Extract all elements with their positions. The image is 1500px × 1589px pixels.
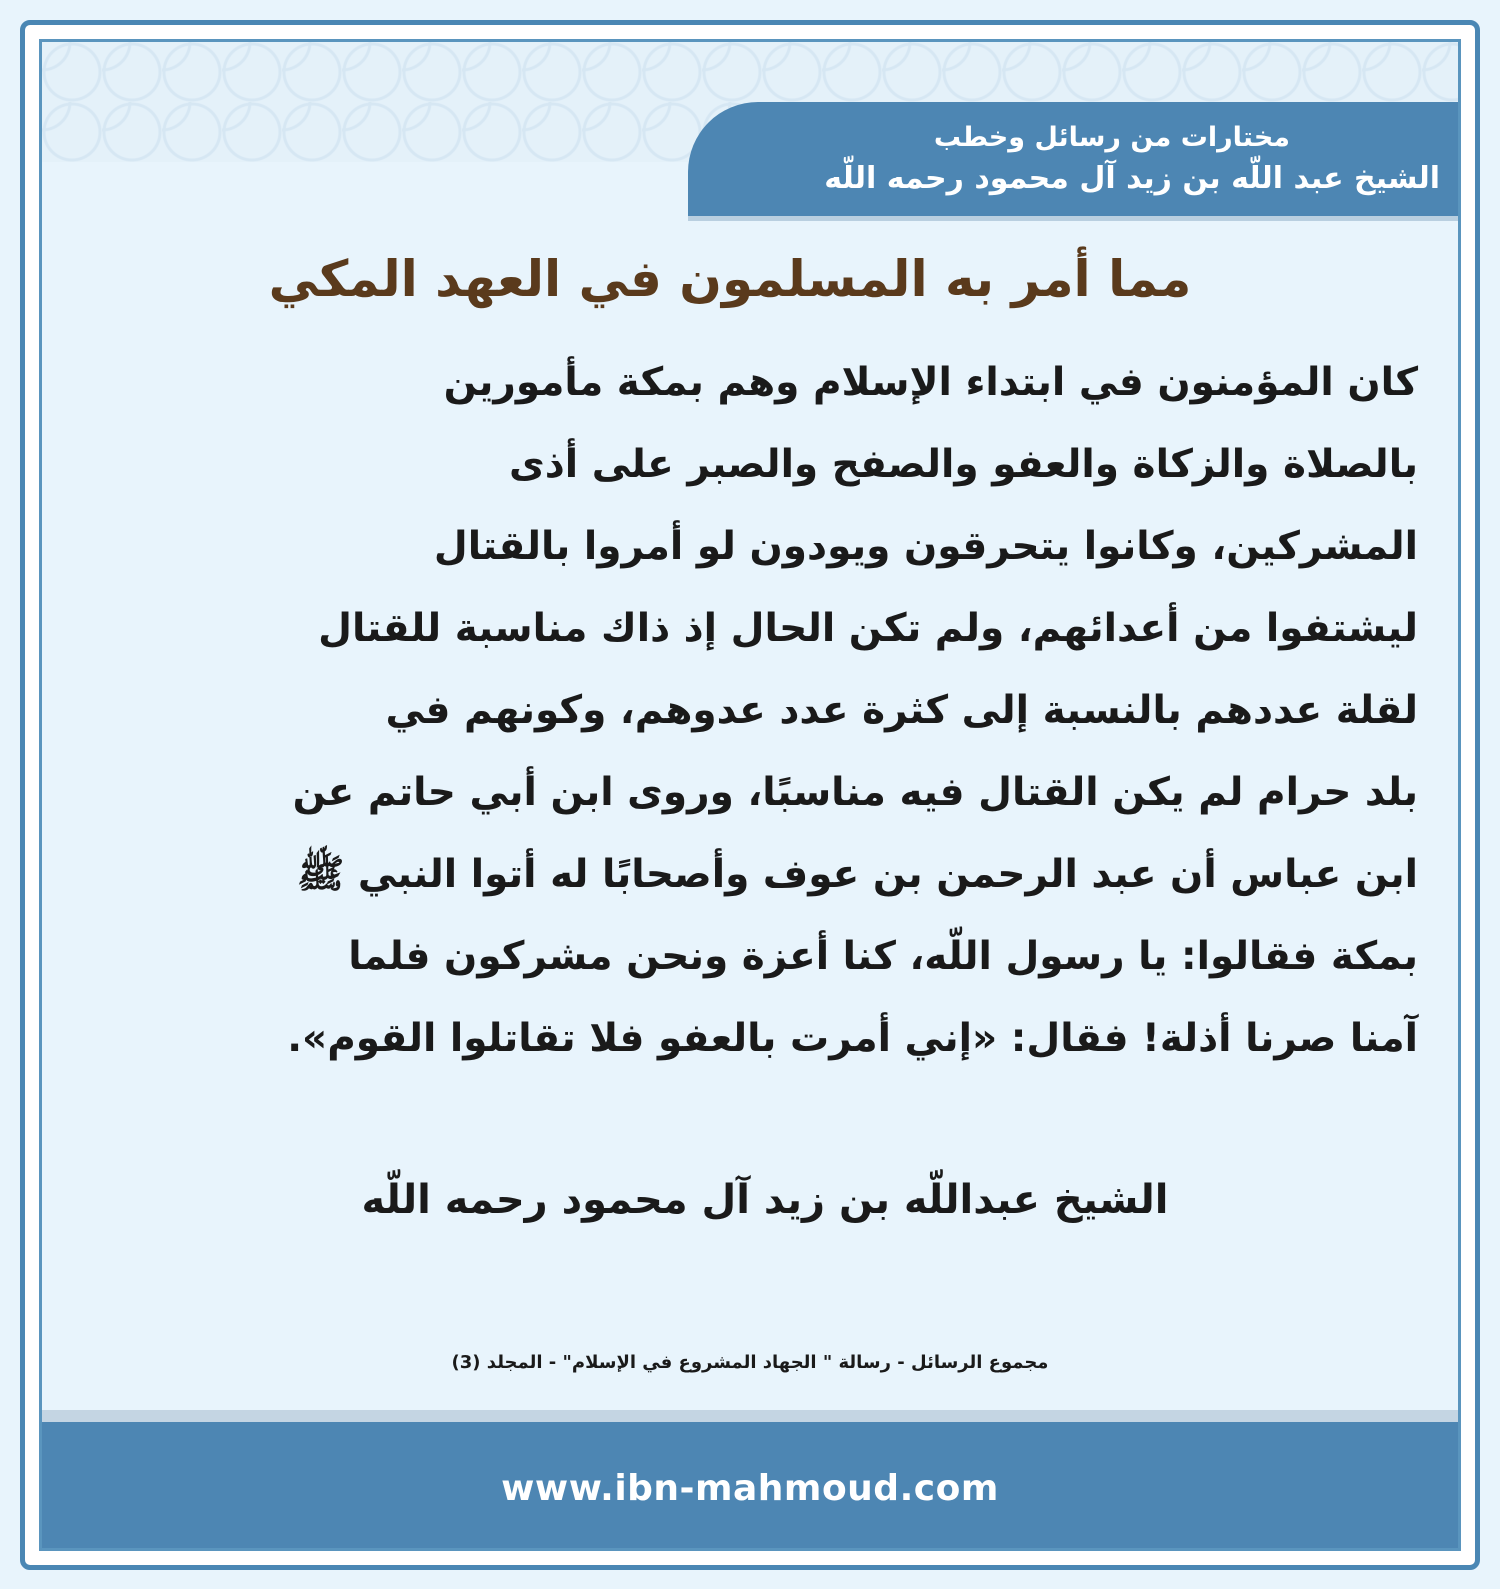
body-line: ابن عباس أن عبد الرحمن بن عوف وأصحابًا له أتوا النبي ﷺ xyxy=(297,852,1418,897)
body-line: المشركين، وكانوا يتحرقون ويودون لو أمروا بالقتال xyxy=(433,524,1418,569)
body-line: آمنا صرنا أذلة! فقال: «إني أمرت بالعفو فلا تقاتلوا القوم». xyxy=(287,1016,1418,1061)
page-title: مما أمر به المسلمون في العهد المكي xyxy=(268,250,1192,308)
footer-bar xyxy=(42,1422,1458,1551)
body-line: بلد حرام لم يكن القتال فيه مناسبًا، وروى ابن أبي حاتم عن xyxy=(292,770,1418,815)
source-citation: مجموع الرسائل - رسالة " الجهاد المشروع في الإسلام" - المجلد (3) xyxy=(451,1352,1049,1373)
body-line: لقلة عددهم بالنسبة إلى كثرة عدد عدوهم، وكونهم في xyxy=(385,688,1418,733)
body-line: ليشتفوا من أعدائهم، ولم تكن الحال إذ ذاك مناسبة للقتال xyxy=(318,606,1418,651)
body-line: كان المؤمنون في ابتداء الإسلام وهم بمكة مأمورين xyxy=(443,360,1418,405)
body-line: بالصلاة والزكاة والعفو والصفح والصبر على أذى xyxy=(509,442,1418,487)
header-series-title: مختارات من رسائل وخطب xyxy=(933,121,1290,153)
body-paragraph xyxy=(128,342,1418,1080)
footer-divider xyxy=(42,1410,1458,1422)
website-link[interactable]: www.ibn-mahmoud.com xyxy=(501,1467,999,1509)
header-banner xyxy=(688,102,1458,216)
author-signature: الشيخ عبداللّه بن زيد آل محمود رحمه اللّه xyxy=(361,1177,1169,1223)
body-line: بمكة فقالوا: يا رسول اللّه، كنا أعزة ونحن مشركون فلما xyxy=(348,934,1418,979)
card-outer-frame xyxy=(20,20,1480,1570)
card-inner-frame xyxy=(39,39,1461,1551)
header-author-name: الشيخ عبد اللّه بن زيد آل محمود رحمه اللّه xyxy=(824,160,1440,196)
